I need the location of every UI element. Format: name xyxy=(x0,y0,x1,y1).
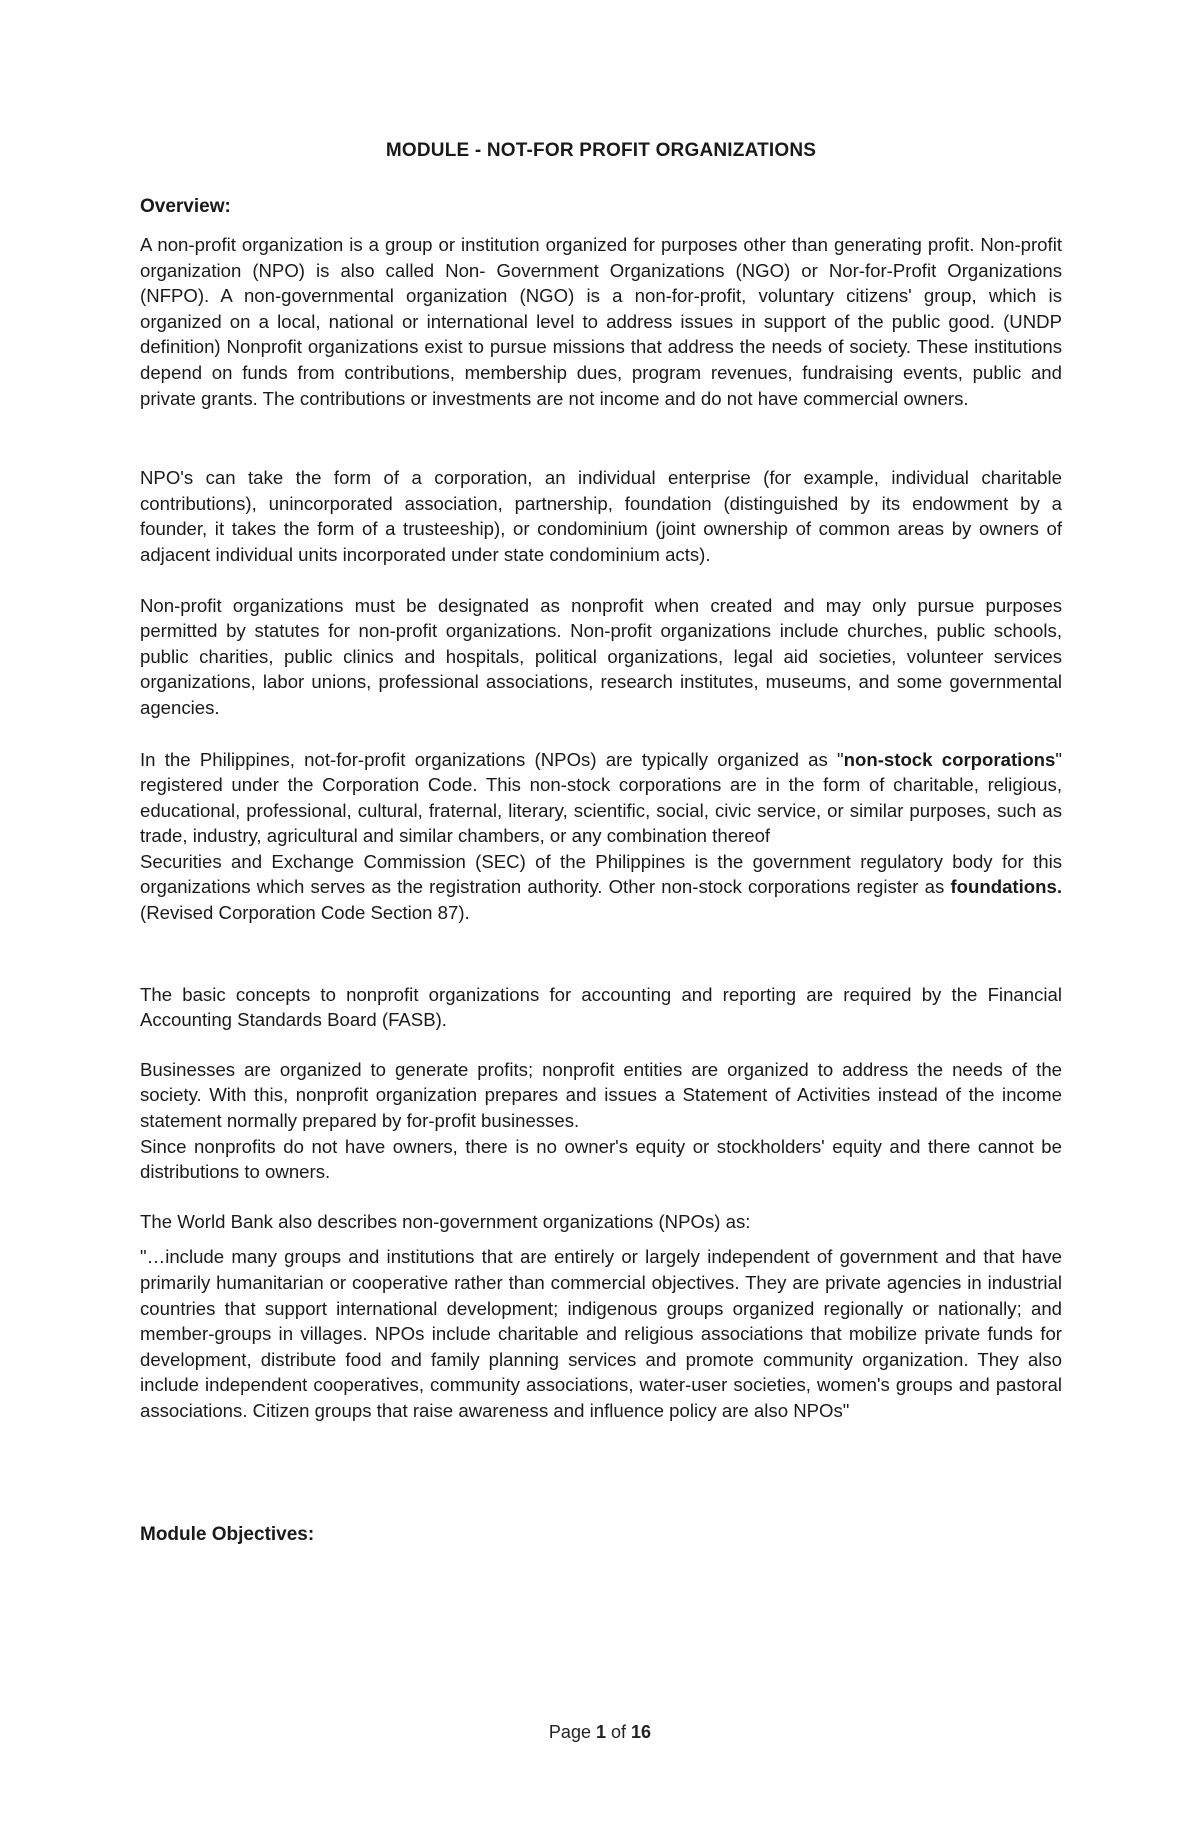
designated-paragraph: Non-profit organizations must be designated as nonprofit when created and may only pursue purposes permitted by statutes for non-profit organizations. Non-profit organizations include churches, public schools, public charities, public clinics and hospitals, political organizations, legal aid societies, volunteer services organizations, labor unions, professional associations, research institutes, museums, and some governmental agencies. xyxy=(140,594,1062,718)
page-label: Page xyxy=(548,1722,591,1742)
of-label: of xyxy=(611,1722,627,1742)
document-title: MODULE - NOT-FOR PROFIT ORGANIZATIONS xyxy=(385,140,817,161)
business-text-1: Businesses are organized to generate profits; nonprofit entities are organized to address the needs of the society. With this, nonprofit organization prepares and issues a Statement of Activities instead of the income statement normally prepared by for-profit businesses. xyxy=(140,1058,1062,1132)
sec-paragraph xyxy=(140,849,1062,926)
page-current: 1 xyxy=(595,1722,606,1742)
fasb-paragraph: The basic concepts to nonprofit organizations for accounting and reporting are required by the Financial Accounting Standards Board (FASB). xyxy=(140,983,1062,1031)
business-paragraph xyxy=(140,1057,1062,1185)
overview-text-2: Nonprofit organizations exist to pursue missions that address the needs of society. These institutions depend on funds from contributions, membership dues, program revenues, fundraising events, public and private grants. The contributions or investments are not income and do not have commercial owners. xyxy=(140,336,1062,409)
philippines-paragraph xyxy=(140,747,1062,849)
foundations-bold: foundations. xyxy=(950,876,1062,898)
world-bank-quote: "…include many groups and institutions that are entirely or largely independent of government and that have primarily humanitarian or cooperative rather than commercial objectives. They are private agencies in industrial countries that support international development; indigenous groups organized regionally or nationally; and member-groups in villages. NPOs include charitable and religious associations that mobilize private funds for development, distribute food and family planning services and promote community organization. They also include independent cooperatives, community associations, water-user societies, women's groups and pastoral associations. Citizen groups that raise awareness and influence policy are also NPOs" xyxy=(140,1246,1062,1421)
npo-forms-paragraph: NPO's can take the form of a corporation, an individual enterprise (for example, individual charitable contributions), unincorporated association, partnership, foundation (distinguished by its endowment by a founder, it takes the form of a trusteeship), or condominium (joint ownership of common areas by owners of adjacent individual units incorporated under state condominium acts). xyxy=(140,467,1062,565)
sec-text-2: (Revised Corporation Code Section 87). xyxy=(140,902,470,924)
overview-heading: Overview: xyxy=(140,196,231,217)
overview-paragraph xyxy=(140,232,1062,411)
sec-text-1: Securities and Exchange Commission (SEC) of the Philippines is the government regulatory body for this organizations which serves as the registration authority. Other non-stock corporations register as xyxy=(140,850,1062,898)
world-bank-intro: The World Bank also describes non-government organizations (NPOs) as: xyxy=(140,1210,751,1232)
philippines-text-2: " registered under the Corporation Code. This non-stock corporations are in the form of charitable, religious, educational, professional, cultural, fraternal, literary, scientific, social, civic service, or similar purposes, such as trade, industry, agricultural and similar chambers, or any combination thereof xyxy=(140,748,1062,847)
overview-text-1: A non-profit organization is a group or institution organized for purposes other than generating profit. Non-profit organization (NPO) is also called Non- Government Organizations (NGO) or Nor-for-Profit Organizations (NFPO). A non-governmental organization (NGO) is a non-for-profit, voluntary citizens' group, which is organized on a local, national or international level to address issues in support of the public good. xyxy=(140,234,1062,332)
business-text-2: Since nonprofits do not have owners, there is no owner's equity or stockholders' equity and there cannot be distributions to owners. xyxy=(140,1135,1062,1183)
objectives-heading: Module Objectives: xyxy=(140,1523,315,1545)
page-total: 16 xyxy=(631,1722,652,1742)
philippines-text-1: In the Philippines, not-for-profit organizations (NPOs) are typically organized as " xyxy=(140,748,844,770)
page-footer xyxy=(0,1722,1200,1743)
overview-undp-definition: (UNDP definition) xyxy=(140,310,1062,358)
non-stock-corporations-bold: non-stock corporations xyxy=(843,748,1056,770)
document-body xyxy=(140,140,1062,1560)
